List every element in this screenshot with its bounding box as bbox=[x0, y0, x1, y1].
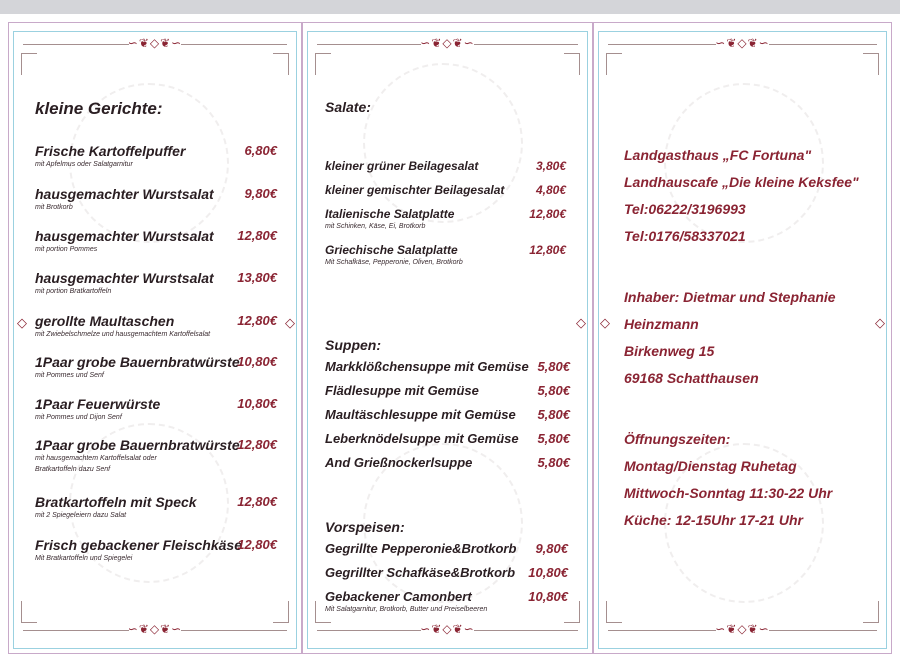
info-line: Heinzmann bbox=[624, 316, 699, 332]
menu-item-name: Gegrillter Schafkäse&Brotkorb bbox=[325, 565, 516, 580]
menu-item-price: 12,80€ bbox=[237, 313, 277, 328]
menu-item-price: 12,80€ bbox=[529, 207, 566, 221]
menu-item-name: And Grießnockerlsuppe bbox=[325, 455, 473, 470]
menu-item-price: 12,80€ bbox=[237, 228, 277, 243]
menu-item-name: Flädlesuppe mit Gemüse bbox=[325, 383, 479, 398]
menu-item-description: mit Pommes und Dijon Senf bbox=[35, 414, 122, 421]
menu-panel-salate-suppen bbox=[302, 22, 593, 654]
menu-item bbox=[325, 159, 478, 173]
section-title-salate: Salate: bbox=[325, 99, 371, 115]
menu-item-price: 5,80€ bbox=[537, 407, 570, 422]
menu-item-price: 12,80€ bbox=[529, 243, 566, 257]
menu-item-name: Bratkartoffeln mit Speck bbox=[35, 494, 197, 510]
menu-item bbox=[35, 313, 210, 340]
menu-item-price: 10,80€ bbox=[237, 396, 277, 411]
menu-item-description: mit portion Pommes bbox=[35, 246, 98, 253]
menu-item-name: 1Paar grobe Bauernbratwürste bbox=[35, 437, 240, 453]
menu-item-price: 5,80€ bbox=[537, 383, 570, 398]
menu-item-description: mit 2 Spiegeleiern dazu Salat bbox=[35, 512, 127, 519]
section-title-suppen: Suppen: bbox=[325, 337, 381, 353]
info-line: Montag/Dienstag Ruhetag bbox=[624, 458, 797, 474]
menu-item bbox=[35, 270, 214, 297]
info-line: Küche: 12-15Uhr 17-21 Uhr bbox=[624, 512, 803, 528]
info-line: Birkenweg 15 bbox=[624, 343, 715, 359]
ornament-flourish: ∽❦◇❦∽ bbox=[127, 36, 183, 50]
menu-item bbox=[325, 383, 479, 398]
top-bar bbox=[0, 0, 900, 14]
menu-item bbox=[325, 541, 516, 556]
menu-item-name: Frische Kartoffelpuffer bbox=[35, 143, 186, 159]
menu-item bbox=[325, 407, 516, 422]
menu-item-name: kleiner gemischter Beilagesalat bbox=[325, 183, 505, 197]
section-title-vorspeisen: Vorspeisen: bbox=[325, 519, 405, 535]
ornament-flourish: ∽❦◇❦∽ bbox=[715, 622, 770, 636]
menu-item bbox=[325, 183, 504, 197]
menu-item bbox=[35, 494, 197, 521]
ornament-flourish: ∽❦◇❦∽ bbox=[420, 622, 475, 636]
info-line: 69168 Schatthausen bbox=[624, 370, 759, 386]
menu-item-price: 5,80€ bbox=[537, 359, 570, 374]
menu-item-description: mit Apfelmus oder Salatgarnitur bbox=[35, 161, 133, 168]
menu-item bbox=[325, 243, 463, 268]
menu-item bbox=[325, 431, 519, 446]
info-line: Mittwoch-Sonntag 11:30-22 Uhr bbox=[624, 485, 833, 501]
menu-item-description: mit portion Bratkartoffeln bbox=[35, 288, 112, 295]
menu-item-description: mit Zwiebelschmelze und hausgemachtem Kartoffelsalat bbox=[35, 331, 211, 338]
menu-item-price: 9,80€ bbox=[244, 186, 277, 201]
menu-item bbox=[325, 455, 472, 470]
menu-item-price: 12,80€ bbox=[237, 494, 277, 509]
menu-panel-kleine-gerichte bbox=[8, 22, 302, 654]
menu-item-price: 10,80€ bbox=[528, 565, 568, 580]
menu-item-price: 4,80€ bbox=[535, 183, 566, 197]
menu-item-description: Mit Salatgarnitur, Brotkorb, Butter und Preiselbeeren bbox=[325, 606, 488, 613]
menu-item-name: hausgemachter Wurstsalat bbox=[35, 270, 214, 286]
info-line: Landgasthaus „FC Fortuna" bbox=[624, 147, 812, 163]
menu-item-description: mit hausgemachtem Kartoffelsalat oder bbox=[35, 455, 157, 462]
menu-item bbox=[325, 589, 487, 615]
ornament-flourish: ∽❦◇❦∽ bbox=[715, 36, 770, 50]
menu-item-price: 12,80€ bbox=[237, 537, 277, 552]
menu-item bbox=[35, 186, 214, 213]
menu-item bbox=[35, 437, 240, 475]
menu-item-description: Bratkartoffeln dazu Senf bbox=[35, 466, 111, 473]
menu-item bbox=[35, 396, 160, 423]
menu-item-description: mit Pommes und Senf bbox=[35, 372, 104, 379]
info-line: Öffnungszeiten: bbox=[624, 431, 731, 447]
menu-item-price: 3,80€ bbox=[535, 159, 566, 173]
menu-item bbox=[35, 228, 214, 255]
side-ornament-right: ◇ bbox=[875, 316, 885, 331]
menu-item-description: mit Schinken, Käse, Ei, Brotkorb bbox=[325, 223, 426, 230]
menu-item bbox=[325, 207, 454, 232]
menu-item-price: 5,80€ bbox=[537, 455, 570, 470]
menu-item-name: Maultäschlesuppe mit Gemüse bbox=[325, 407, 516, 422]
menu-item-name: Gegrillte Pepperonie&Brotkorb bbox=[325, 541, 517, 556]
ornament-flourish: ∽❦◇❦∽ bbox=[127, 622, 183, 636]
menu-item-name: 1Paar Feuerwürste bbox=[35, 396, 161, 412]
menu-item-name: Griechische Salatplatte bbox=[325, 243, 458, 257]
side-ornament-right: ◇ bbox=[576, 316, 586, 331]
menu-item-price: 13,80€ bbox=[237, 270, 277, 285]
menu-item-name: Frisch gebackener Fleischkäse bbox=[35, 537, 242, 553]
side-ornament-left: ◇ bbox=[17, 316, 27, 331]
menu-item-price: 10,80€ bbox=[237, 354, 277, 369]
menu-item-name: Italienische Salatplatte bbox=[325, 207, 455, 221]
menu-item bbox=[35, 354, 240, 381]
menu-item bbox=[325, 565, 515, 580]
info-line: Tel:0176/58337021 bbox=[624, 228, 746, 244]
menu-item-name: kleiner grüner Beilagesalat bbox=[325, 159, 479, 173]
side-ornament-right: ◇ bbox=[285, 316, 295, 331]
menu-item-description: Mit Bratkartoffeln und Spiegelei bbox=[35, 555, 133, 562]
menu-item-price: 12,80€ bbox=[237, 437, 277, 452]
info-line: Inhaber: Dietmar und Stephanie bbox=[624, 289, 836, 305]
menu-item bbox=[325, 359, 529, 374]
menu-item-price: 9,80€ bbox=[535, 541, 568, 556]
info-line: Landhauscafe „Die kleine Keksfee" bbox=[624, 174, 859, 190]
menu-item-name: 1Paar grobe Bauernbratwürste bbox=[35, 354, 240, 370]
menu-item-name: hausgemachter Wurstsalat bbox=[35, 228, 214, 244]
info-line: Tel:06222/3196993 bbox=[624, 201, 746, 217]
menu-item-description: mit Brotkorb bbox=[35, 204, 73, 211]
section-title: kleine Gerichte: bbox=[35, 99, 163, 118]
menu-item-name: hausgemachter Wurstsalat bbox=[35, 186, 214, 202]
menu-item-name: Leberknödelsuppe mit Gemüse bbox=[325, 431, 519, 446]
menu-item-name: Gebackener Camonbert bbox=[325, 589, 472, 604]
menu-item-price: 6,80€ bbox=[244, 143, 277, 158]
ornament-flourish: ∽❦◇❦∽ bbox=[420, 36, 475, 50]
menu-item-price: 10,80€ bbox=[528, 589, 568, 604]
side-ornament-left: ◇ bbox=[600, 316, 610, 331]
menu-item-name: gerollte Maultaschen bbox=[35, 313, 175, 329]
menu-item-name: Markklößchensuppe mit Gemüse bbox=[325, 359, 529, 374]
menu-item-description: Mit Schafkäse, Pepperonie, Oliven, Brotkorb bbox=[325, 259, 463, 266]
menu-item bbox=[35, 537, 242, 564]
menu-item bbox=[35, 143, 185, 170]
info-panel bbox=[593, 22, 892, 654]
menu-item-price: 5,80€ bbox=[537, 431, 570, 446]
